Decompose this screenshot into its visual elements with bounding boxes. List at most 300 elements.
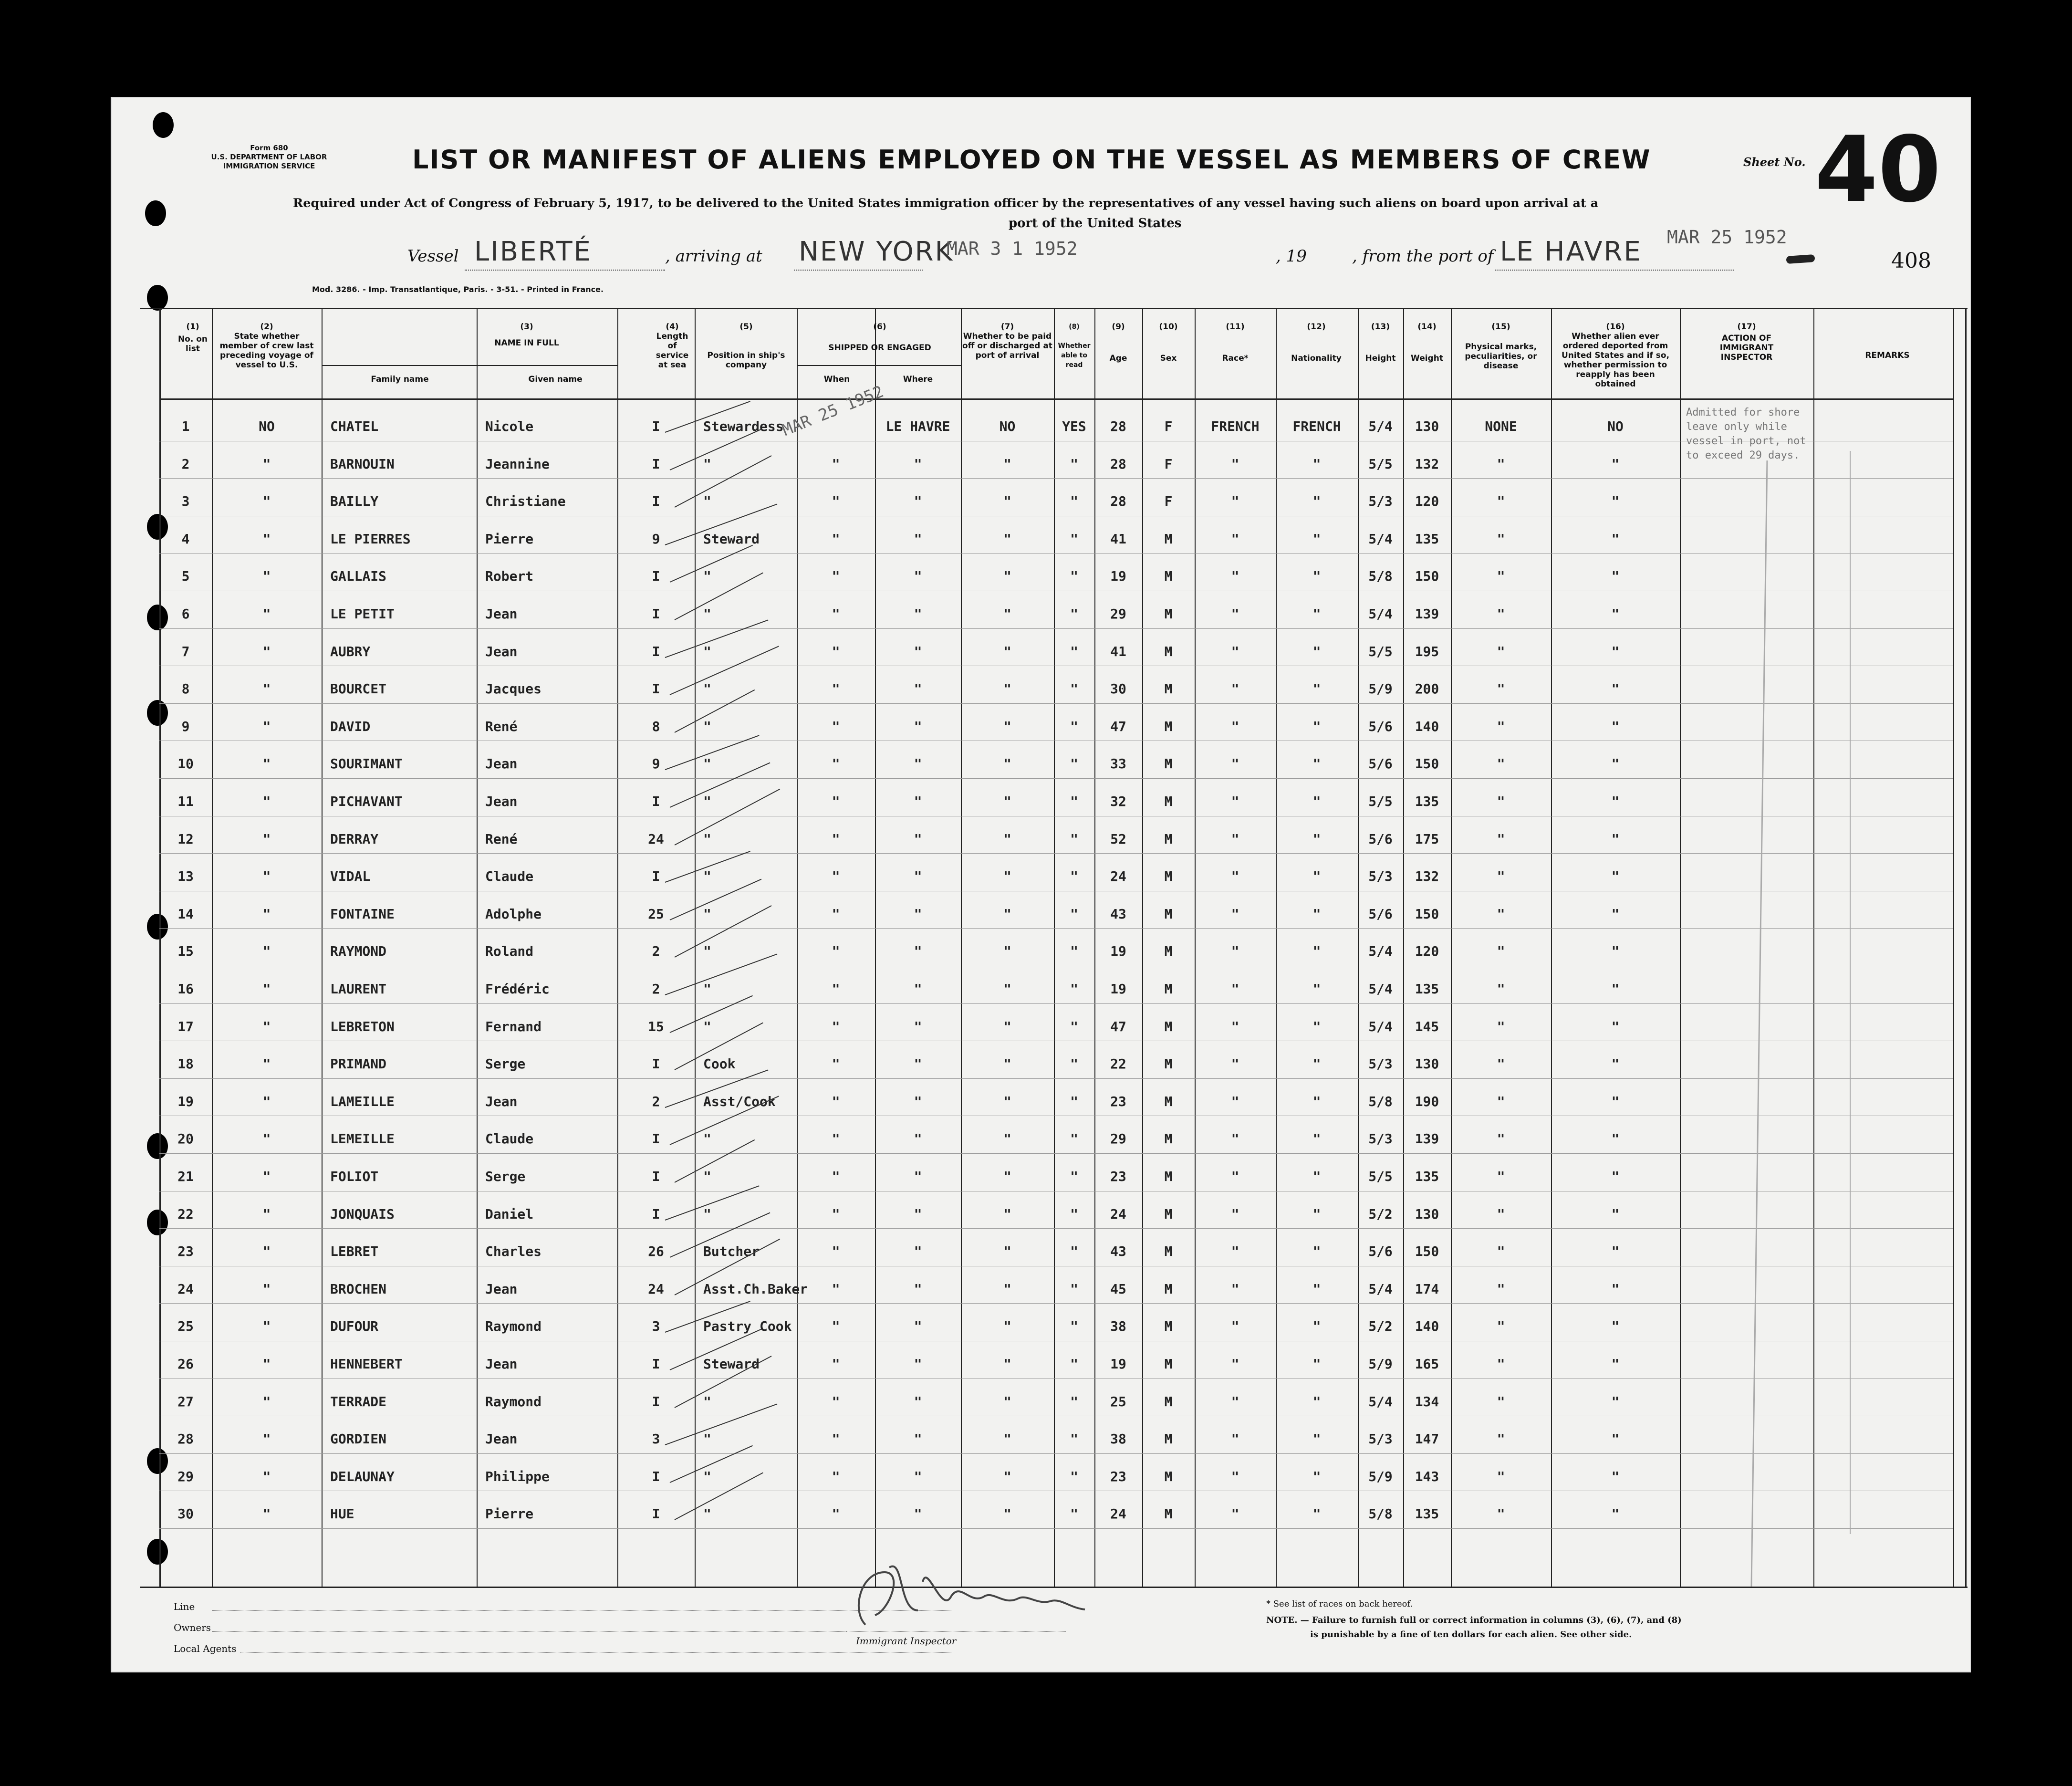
cell-able-to-read: ": [1070, 1431, 1078, 1447]
cell-given-name: Fernand: [485, 1018, 542, 1034]
cell-weight: 139: [1415, 1131, 1439, 1147]
cell-given-name: Pierre: [485, 531, 534, 547]
cell-able-to-read: ": [1070, 1169, 1078, 1184]
cell-shipped-when: ": [832, 493, 840, 510]
col-12-num: (12): [1307, 322, 1326, 332]
cell-weight: 150: [1415, 1243, 1439, 1260]
cell-family-name: DERRAY: [330, 831, 379, 847]
cell-shipped-when: ": [832, 1206, 840, 1222]
cell-physical-marks: ": [1497, 794, 1505, 809]
col-8-title: Whether able to read: [1058, 342, 1091, 369]
col-11-num: (11): [1226, 322, 1245, 332]
cell-physical-marks: ": [1497, 568, 1505, 585]
cell-shipped-where: ": [914, 643, 922, 659]
cell-age: 19: [1110, 1356, 1126, 1372]
cell-paid-off: ": [1003, 1468, 1011, 1484]
cell-sex: M: [1164, 1056, 1173, 1072]
cell-shipped-where: ": [914, 456, 922, 472]
cell-physical-marks: ": [1497, 1093, 1505, 1109]
col-8-header: [1054, 322, 1094, 370]
cell-nationality: ": [1312, 831, 1321, 847]
cell-given-name: Jacques: [485, 681, 542, 697]
cell-able-to-read: ": [1070, 943, 1078, 960]
cell-height: 5/2: [1368, 1318, 1393, 1335]
cell-weight: 135: [1415, 1169, 1439, 1184]
cell-family-name: HENNEBERT: [330, 1356, 403, 1372]
cell-length-of-service: I: [652, 493, 660, 510]
cell-family-name: GALLAIS: [330, 568, 387, 585]
cell-given-name: René: [485, 718, 518, 734]
cell-race: ": [1231, 756, 1239, 772]
cell-paid-off: ": [1003, 1093, 1011, 1109]
cell-shipped-when: ": [832, 906, 840, 922]
col-16-num: (16): [1606, 322, 1625, 332]
cell-shipped-where: ": [914, 1018, 922, 1034]
shipped-where-header: Where: [903, 375, 933, 384]
arriving-port: NEW YORK: [799, 236, 954, 267]
cell-shipped-where: ": [914, 868, 922, 885]
column-rule: [1965, 308, 1967, 1587]
row-rule: [159, 1078, 1953, 1079]
cell-height: 5/6: [1368, 756, 1393, 772]
cell-physical-marks: ": [1497, 943, 1505, 960]
cell-row-number: 3: [181, 493, 190, 510]
cell-shipped-where: ": [914, 493, 922, 510]
cell-sex: M: [1164, 943, 1173, 960]
cell-position: ": [703, 1169, 711, 1184]
row-rule: [159, 1003, 1953, 1004]
cell-length-of-service: I: [652, 681, 660, 697]
cell-deported: ": [1611, 906, 1620, 922]
col-9-header: [1094, 322, 1142, 363]
cell-nationality: ": [1312, 1468, 1321, 1484]
cell-able-to-read: ": [1070, 794, 1078, 809]
cell-deported: ": [1611, 1393, 1620, 1410]
form-service: IMMIGRATION SERVICE: [223, 162, 315, 170]
cell-race: ": [1231, 1131, 1239, 1147]
cell-age: 19: [1110, 568, 1126, 585]
cell-race: ": [1231, 643, 1239, 659]
cell-position: ": [703, 1393, 711, 1410]
cell-able-to-read: ": [1070, 1506, 1078, 1522]
cell-shipped-where: ": [914, 1131, 922, 1147]
shipped-when-header: When: [823, 375, 850, 384]
manifest-sheet: [111, 97, 1971, 1672]
footer-line-rule: [212, 1610, 951, 1611]
cell-weight: 130: [1415, 418, 1439, 434]
cell-shipped-when: ": [832, 831, 840, 847]
cell-race: ": [1231, 943, 1239, 960]
cell-height: 5/6: [1368, 831, 1393, 847]
cell-given-name: Serge: [485, 1169, 526, 1184]
inspector-pencil-line: [1751, 460, 1768, 1587]
cell-shipped-where: ": [914, 943, 922, 960]
row-rule: [159, 778, 1953, 779]
cell-height: 5/6: [1368, 1243, 1393, 1260]
cell-sex: M: [1164, 1318, 1173, 1335]
cell-weight: 120: [1415, 943, 1439, 960]
cell-sex: M: [1164, 606, 1173, 622]
arriving-label: , arriving at: [665, 247, 762, 266]
cell-row-number: 12: [177, 831, 194, 847]
cell-physical-marks: NONE: [1485, 418, 1517, 434]
cell-shipped-when: ": [832, 531, 840, 547]
cell-physical-marks: ": [1497, 756, 1505, 772]
cell-row-number: 26: [177, 1356, 194, 1372]
cell-weight: 140: [1415, 718, 1439, 734]
cell-given-name: Jean: [485, 1281, 518, 1297]
cell-nationality: ": [1312, 681, 1321, 697]
cell-nationality: ": [1312, 1243, 1321, 1260]
row-rule: [159, 1303, 1953, 1304]
cell-nationality: ": [1312, 1506, 1321, 1522]
row-rule: [159, 1453, 1953, 1454]
cell-deported: ": [1611, 1131, 1620, 1147]
col-5-num: (5): [739, 322, 753, 332]
col-6-title: SHIPPED OR ENGAGED: [828, 343, 931, 353]
required-line-2: port of the United States: [1009, 216, 1182, 230]
cell-prev-voyage: ": [262, 531, 271, 547]
cell-position: ": [703, 456, 711, 472]
cell-shipped-where: ": [914, 531, 922, 547]
cell-position: Steward: [703, 531, 760, 547]
cell-prev-voyage: ": [262, 718, 271, 734]
cell-position: ": [703, 1506, 711, 1522]
cell-given-name: Jean: [485, 1093, 518, 1109]
cell-given-name: Raymond: [485, 1318, 542, 1335]
cell-family-name: DAVID: [330, 718, 371, 734]
cell-family-name: LEBRET: [330, 1243, 379, 1260]
cell-shipped-when: ": [832, 1393, 840, 1410]
cell-height: 5/3: [1368, 1131, 1393, 1147]
cell-length-of-service: 26: [648, 1243, 664, 1260]
col-9-title: Age: [1109, 354, 1127, 363]
form-dept: U.S. DEPARTMENT OF LABOR: [211, 153, 327, 161]
cell-given-name: Pierre: [485, 1506, 534, 1522]
cell-race: ": [1231, 531, 1239, 547]
col-5-title: Position in ship's company: [707, 351, 785, 370]
cell-shipped-where: ": [914, 1056, 922, 1072]
cell-position: ": [703, 1206, 711, 1222]
cell-age: 33: [1110, 756, 1126, 772]
cell-nationality: ": [1312, 1131, 1321, 1147]
cell-sex: M: [1164, 794, 1173, 809]
cell-height: 5/3: [1368, 1056, 1393, 1072]
cell-height: 5/5: [1368, 794, 1393, 809]
cell-length-of-service: I: [652, 643, 660, 659]
cell-position: ": [703, 568, 711, 585]
footer-owners-rule: [212, 1631, 951, 1632]
cell-physical-marks: ": [1497, 1281, 1505, 1297]
inspector-label: Immigrant Inspector: [856, 1635, 957, 1647]
cell-race: ": [1231, 1206, 1239, 1222]
cell-row-number: 21: [177, 1169, 194, 1184]
cell-age: 32: [1110, 794, 1126, 809]
cell-physical-marks: ": [1497, 606, 1505, 622]
cell-given-name: Roland: [485, 943, 534, 960]
cell-physical-marks: ": [1497, 1018, 1505, 1034]
cell-deported: ": [1611, 1318, 1620, 1335]
cell-sex: M: [1164, 1393, 1173, 1410]
cell-shipped-when: ": [832, 1431, 840, 1447]
cell-prev-voyage: ": [262, 906, 271, 922]
from-port: LE HAVRE: [1500, 236, 1642, 267]
cell-physical-marks: ": [1497, 831, 1505, 847]
cell-height: 5/2: [1368, 1206, 1393, 1222]
cell-nationality: ": [1312, 1431, 1321, 1447]
cell-shipped-when: ": [832, 1018, 840, 1034]
shipped-subheader-rule: [797, 365, 961, 366]
cell-physical-marks: ": [1497, 981, 1505, 997]
cell-nationality: ": [1312, 606, 1321, 622]
cell-able-to-read: ": [1070, 568, 1078, 585]
cell-position: ": [703, 1431, 711, 1447]
cell-able-to-read: ": [1070, 1056, 1078, 1072]
cell-nationality: ": [1312, 1356, 1321, 1372]
cell-family-name: FONTAINE: [330, 906, 395, 922]
cell-height: 5/4: [1368, 943, 1393, 960]
cell-paid-off: ": [1003, 568, 1011, 585]
footer-agents-label: Local Agents: [174, 1643, 237, 1654]
cell-position: ": [703, 681, 711, 697]
cell-family-name: LE PETIT: [330, 606, 395, 622]
cell-paid-off: ": [1003, 493, 1011, 510]
cell-paid-off: ": [1003, 943, 1011, 960]
cell-row-number: 17: [177, 1018, 194, 1034]
cell-row-number: 29: [177, 1468, 194, 1484]
cell-shipped-when: ": [832, 756, 840, 772]
row-rule: [159, 1153, 1953, 1154]
cell-weight: 147: [1415, 1431, 1439, 1447]
races-note: * See list of races on back hereof.: [1266, 1599, 1413, 1609]
col-1-title: No. on list: [177, 334, 208, 354]
cell-nationality: ": [1312, 643, 1321, 659]
cell-weight: 130: [1415, 1056, 1439, 1072]
row-rule: [159, 1228, 1953, 1229]
cell-shipped-where: ": [914, 1281, 922, 1297]
cell-physical-marks: ": [1497, 1393, 1505, 1410]
cell-age: 47: [1110, 718, 1126, 734]
cell-paid-off: ": [1003, 643, 1011, 659]
cell-paid-off: ": [1003, 794, 1011, 809]
cell-age: 19: [1110, 981, 1126, 997]
fine-note-2: is punishable by a fine of ten dollars for each alien. See other side.: [1310, 1629, 1632, 1640]
cell-height: 5/4: [1368, 1393, 1393, 1410]
arriving-underline: [794, 270, 923, 271]
cell-row-number: 14: [177, 906, 194, 922]
cell-age: 24: [1110, 868, 1126, 885]
cell-weight: 145: [1415, 1018, 1439, 1034]
cell-height: 5/4: [1368, 1018, 1393, 1034]
cell-able-to-read: ": [1070, 981, 1078, 997]
inspector-note: Admitted for shore leave only while vessel in port, not to exceed 29 days.: [1686, 407, 1806, 461]
departure-date-stamp: MAR 25 1952: [1667, 227, 1787, 248]
cell-shipped-where: ": [914, 1393, 922, 1410]
cell-deported: ": [1611, 1018, 1620, 1034]
cell-height: 5/8: [1368, 1506, 1393, 1522]
cell-length-of-service: 25: [648, 906, 664, 922]
cell-length-of-service: 2: [652, 1093, 660, 1109]
cell-row-number: 16: [177, 981, 194, 997]
cell-age: 43: [1110, 1243, 1126, 1260]
cell-shipped-where: ": [914, 681, 922, 697]
col-15-header: [1451, 322, 1551, 371]
cell-weight: 135: [1415, 794, 1439, 809]
cell-deported: ": [1611, 531, 1620, 547]
cell-paid-off: ": [1003, 1056, 1011, 1072]
inspector-rule: [846, 1631, 1066, 1632]
cell-race: ": [1231, 1169, 1239, 1184]
cell-position: ": [703, 1468, 711, 1484]
year-label: , 19: [1276, 247, 1307, 266]
cell-position: Stewardess: [703, 418, 784, 434]
cell-prev-voyage: ": [262, 681, 271, 697]
cell-weight: 165: [1415, 1356, 1439, 1372]
cell-prev-voyage: ": [262, 756, 271, 772]
cell-row-number: 5: [181, 568, 190, 585]
cell-weight: 120: [1415, 493, 1439, 510]
col-7-num: (7): [1000, 322, 1014, 332]
cell-family-name: BAILLY: [330, 493, 379, 510]
cell-position: Pastry Cook: [703, 1318, 792, 1335]
cell-age: 41: [1110, 531, 1126, 547]
cell-sex: F: [1164, 456, 1173, 472]
punch-hole: [153, 112, 174, 138]
col-11-header: [1195, 322, 1276, 363]
col-1-header: [174, 322, 212, 354]
column-rule: [1953, 308, 1954, 1587]
cell-shipped-where: ": [914, 1169, 922, 1184]
cell-prev-voyage: ": [262, 1056, 271, 1072]
cell-physical-marks: ": [1497, 1318, 1505, 1335]
cell-position: Asst.Ch.Baker: [703, 1281, 808, 1297]
cell-shipped-when: ": [832, 1356, 840, 1372]
sheet-number: 40: [1815, 117, 1941, 222]
cell-position: ": [703, 943, 711, 960]
cell-height: 5/3: [1368, 493, 1393, 510]
punch-hole: [145, 200, 166, 226]
cell-age: 24: [1110, 1206, 1126, 1222]
cell-length-of-service: I: [652, 1131, 660, 1147]
cell-row-number: 19: [177, 1093, 194, 1109]
cell-able-to-read: ": [1070, 756, 1078, 772]
col-2-num: (2): [260, 322, 273, 332]
row-rule: [159, 628, 1953, 629]
cell-position: ": [703, 906, 711, 922]
cell-sex: M: [1164, 1281, 1173, 1297]
row-rule: [159, 553, 1953, 554]
cell-length-of-service: I: [652, 568, 660, 585]
cell-weight: 139: [1415, 606, 1439, 622]
cell-length-of-service: I: [652, 794, 660, 809]
cell-physical-marks: ": [1497, 1468, 1505, 1484]
cell-able-to-read: ": [1070, 1393, 1078, 1410]
cell-race: ": [1231, 1431, 1239, 1447]
cell-weight: 132: [1415, 868, 1439, 885]
vessel-label: Vessel: [407, 247, 459, 266]
cell-family-name: LAMEILLE: [330, 1093, 395, 1109]
col-13-num: (13): [1371, 322, 1390, 332]
cell-row-number: 28: [177, 1431, 194, 1447]
cell-shipped-when: ": [832, 943, 840, 960]
cell-shipped-where: ": [914, 1318, 922, 1335]
col-14-num: (14): [1417, 322, 1437, 332]
cell-deported: ": [1611, 831, 1620, 847]
col-4-title: Length of service at sea: [656, 332, 689, 370]
cell-sex: M: [1164, 906, 1173, 922]
cell-shipped-when: ": [832, 718, 840, 734]
family-name-header: Family name: [371, 375, 429, 384]
cell-age: 30: [1110, 681, 1126, 697]
crew-date-stamp: MAR 25 1952: [780, 382, 886, 440]
cell-physical-marks: ": [1497, 456, 1505, 472]
cell-able-to-read: ": [1070, 906, 1078, 922]
cell-position: ": [703, 868, 711, 885]
cell-prev-voyage: ": [262, 1206, 271, 1222]
cell-able-to-read: ": [1070, 531, 1078, 547]
cell-family-name: BARNOUIN: [330, 456, 395, 472]
cell-shipped-when: ": [832, 1169, 840, 1184]
cell-given-name: Jean: [485, 1356, 518, 1372]
col-16-title: Whether alien ever ordered deported from United States and if so, whether permission to reapply has been obtained: [1561, 332, 1670, 389]
cell-deported: ": [1611, 1468, 1620, 1484]
cell-row-number: 11: [177, 794, 194, 809]
cell-length-of-service: 3: [652, 1431, 660, 1447]
cell-family-name: LEMEILLE: [330, 1131, 395, 1147]
cell-length-of-service: I: [652, 1056, 660, 1072]
col-1-num: (1): [186, 322, 199, 332]
cell-given-name: Claude: [485, 868, 534, 885]
cell-age: 38: [1110, 1318, 1126, 1335]
cell-length-of-service: 2: [652, 981, 660, 997]
cell-paid-off: ": [1003, 1169, 1011, 1184]
cell-prev-voyage: ": [262, 606, 271, 622]
cell-given-name: Frédéric: [485, 981, 550, 997]
form-title: LIST OR MANIFEST OF ALIENS EMPLOYED ON THE VESSEL AS MEMBERS OF CREW: [412, 145, 1651, 175]
cell-shipped-where: ": [914, 1243, 922, 1260]
cell-paid-off: ": [1003, 756, 1011, 772]
cell-given-name: René: [485, 831, 518, 847]
cell-length-of-service: I: [652, 1356, 660, 1372]
col-6-header: [799, 322, 961, 353]
col-2-header: [214, 322, 319, 370]
cell-sex: M: [1164, 1431, 1173, 1447]
cell-nationality: ": [1312, 943, 1321, 960]
cell-row-number: 2: [181, 456, 190, 472]
cell-paid-off: ": [1003, 831, 1011, 847]
cell-height: 5/6: [1368, 718, 1393, 734]
cell-position: ": [703, 643, 711, 659]
cell-nationality: ": [1312, 1056, 1321, 1072]
cell-age: 23: [1110, 1093, 1126, 1109]
cell-deported: ": [1611, 681, 1620, 697]
cell-deported: ": [1611, 1506, 1620, 1522]
cell-shipped-where: ": [914, 906, 922, 922]
col-13-title: Height: [1365, 354, 1396, 363]
row-rule: [159, 1528, 1953, 1529]
cell-family-name: AUBRY: [330, 643, 371, 659]
cell-length-of-service: 15: [648, 1018, 664, 1034]
col-5-header: [696, 322, 796, 370]
cell-row-number: 30: [177, 1506, 194, 1522]
cell-physical-marks: ": [1497, 1356, 1505, 1372]
cell-race: ": [1231, 981, 1239, 997]
row-rule: [159, 928, 1953, 929]
cell-race: ": [1231, 1318, 1239, 1335]
cell-race: ": [1231, 868, 1239, 885]
cell-prev-voyage: ": [262, 1243, 271, 1260]
cell-shipped-when: ": [832, 456, 840, 472]
